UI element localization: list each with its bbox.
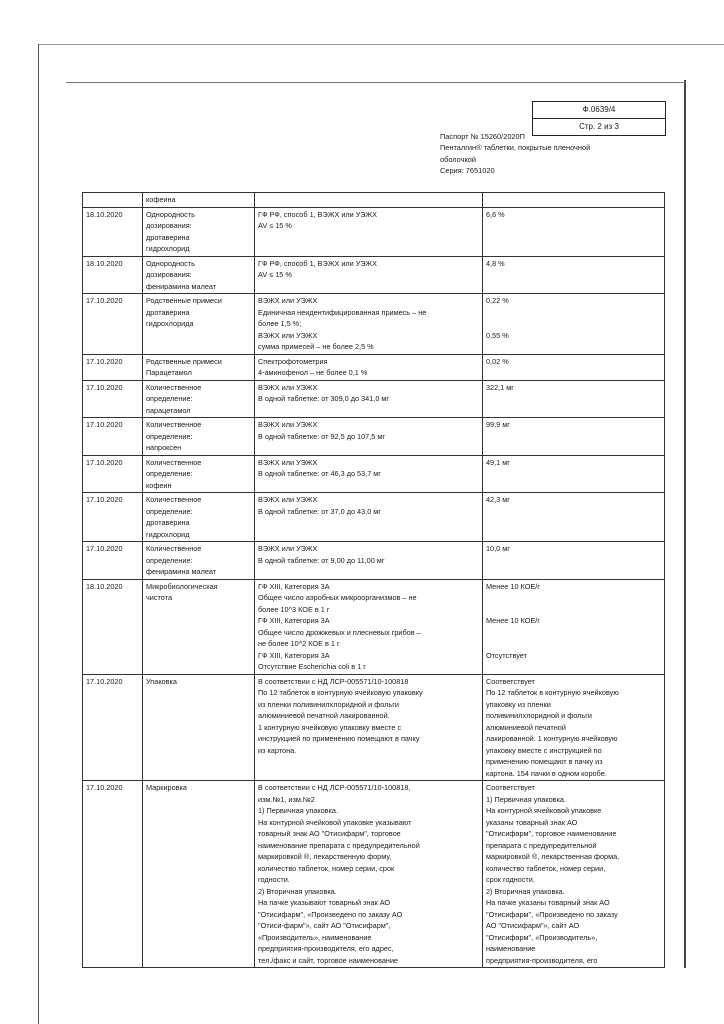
test-name-line: определение: bbox=[146, 506, 193, 516]
result-line: Менее 10 КОЕ/г bbox=[486, 616, 540, 625]
result-line: картона. 154 пачки в одном коробе. bbox=[486, 768, 607, 778]
requirement-line: тел./факс и сайт, торговое наименование bbox=[258, 955, 399, 965]
test-name-line: Количественное bbox=[146, 457, 202, 467]
result-line: поливинилхлоридной и фольги bbox=[486, 711, 592, 720]
result-line: "Отисифарм", «Произведено по заказу bbox=[486, 909, 618, 919]
row-date: 17.10.2020 bbox=[86, 495, 123, 504]
date-cell bbox=[83, 193, 143, 208]
requirement-line: На контурной ячейковой упаковке указывают bbox=[258, 817, 412, 827]
requirement-line: ВЭЖХ или УЭЖХ bbox=[258, 544, 318, 553]
batch-number: Серия: 7651020 bbox=[440, 165, 495, 175]
test-name-line: дозирования: bbox=[146, 221, 192, 230]
requirement-line: годности. bbox=[258, 875, 290, 884]
test-name-line: Количественное bbox=[146, 420, 202, 429]
requirement-cell bbox=[255, 579, 483, 674]
requirement-line: ВЭЖХ или УЭЖХ bbox=[258, 330, 318, 340]
test-name-cell bbox=[143, 193, 255, 208]
date-cell bbox=[83, 455, 143, 493]
table-row bbox=[83, 455, 665, 493]
requirement-line: В соответствии с НД ЛСР-005571/10-100818, bbox=[258, 783, 411, 792]
result-line: 0,22 % bbox=[486, 296, 509, 305]
result-line: указаны товарный знак АО bbox=[486, 817, 578, 827]
test-name-line: Упаковка bbox=[146, 676, 177, 686]
test-name-cell bbox=[143, 294, 255, 355]
result-line: "Отисифарм", торговое наименование bbox=[486, 829, 617, 838]
requirement-line: ВЭЖХ или УЭЖХ bbox=[258, 382, 318, 392]
test-name-line: гидрохлорид bbox=[146, 244, 190, 253]
requirement-line: В одной таблетке: от 309,0 до 341,0 мг bbox=[258, 394, 390, 403]
test-name-line: кофеина bbox=[146, 195, 176, 204]
test-name-line: парацетамол bbox=[146, 405, 191, 415]
passport-block bbox=[440, 131, 640, 176]
result-line: 4,8 % bbox=[486, 258, 505, 268]
requirement-cell bbox=[255, 493, 483, 542]
requirement-line: В одной таблетке: от 46,3 до 53,7 мг bbox=[258, 469, 381, 478]
requirement-line: ГФ XIII, Категория 3А bbox=[258, 581, 330, 591]
test-name-cell bbox=[143, 579, 255, 674]
requirement-cell bbox=[255, 380, 483, 418]
table-row bbox=[83, 674, 665, 781]
requirement-line: сумма примесей – не более 2,5 % bbox=[258, 342, 374, 351]
result-cell bbox=[483, 256, 665, 294]
row-date: 17.10.2020 bbox=[86, 296, 123, 305]
result-line: По 12 таблеток в контурную ячейковую bbox=[486, 688, 619, 697]
result-cell bbox=[483, 493, 665, 542]
requirement-cell bbox=[255, 418, 483, 456]
result-line bbox=[486, 307, 661, 319]
requirement-line: товарный знак АО "Отисифарм", торговое bbox=[258, 829, 401, 838]
requirement-line: ГФ XIII, Категория 3А bbox=[258, 650, 330, 660]
requirement-line: изм.№1, изм.№2 bbox=[258, 794, 315, 804]
date-cell bbox=[83, 781, 143, 968]
result-line: наименование bbox=[486, 944, 536, 953]
test-name-line: гидрохлорид bbox=[146, 529, 190, 539]
row-date: 17.10.2020 bbox=[86, 382, 123, 392]
result-line: АО "Отисифарм"», сайт АО bbox=[486, 921, 580, 930]
requirement-line: Спектрофотометрия bbox=[258, 356, 328, 366]
form-code: Ф.0639/4 bbox=[533, 102, 665, 119]
requirement-line: Единичная неидентифицированная примесь – не bbox=[258, 307, 427, 317]
requirement-line: ГФ РФ, способ 1, ВЭЖХ или УЭЖХ bbox=[258, 258, 378, 268]
result-cell bbox=[483, 207, 665, 256]
test-name-line: Парацетамол bbox=[146, 368, 192, 377]
test-name-cell bbox=[143, 455, 255, 493]
date-cell bbox=[83, 674, 143, 781]
requirement-line: В одной таблетке: от 9,00 до 11,00 мг bbox=[258, 555, 385, 565]
result-line: 6,6 % bbox=[486, 209, 505, 219]
requirement-line: из картона. bbox=[258, 745, 297, 755]
passport-number: Паспорт № 15260/2020П bbox=[440, 132, 525, 141]
result-line bbox=[486, 592, 661, 604]
result-line: "Отисифарм", «Производитель», bbox=[486, 932, 598, 942]
table-row bbox=[83, 493, 665, 542]
result-cell bbox=[483, 674, 665, 781]
requirement-cell bbox=[255, 781, 483, 968]
requirement-line: алюминиевой печатной лакированной. bbox=[258, 711, 390, 720]
requirement-cell bbox=[255, 294, 483, 355]
row-date: 18.10.2020 bbox=[86, 209, 123, 219]
result-line: предприятия-производителя, его bbox=[486, 955, 598, 965]
requirement-line: более 1,5 %; bbox=[258, 319, 302, 328]
row-date: 17.10.2020 bbox=[86, 544, 123, 553]
requirement-line: AV ≤ 15 % bbox=[258, 270, 292, 279]
table-row bbox=[83, 207, 665, 256]
test-name-line: Однородность bbox=[146, 209, 195, 219]
test-name-cell bbox=[143, 207, 255, 256]
result-cell bbox=[483, 781, 665, 968]
test-name-line: определение: bbox=[146, 555, 193, 565]
test-name-line: дротаверина bbox=[146, 307, 190, 317]
requirement-line: "Отисифарм", «Произведено по заказу АО bbox=[258, 909, 403, 919]
test-name-cell bbox=[143, 674, 255, 781]
date-cell bbox=[83, 579, 143, 674]
date-cell bbox=[83, 418, 143, 456]
result-line: алюминиевой печатной bbox=[486, 722, 566, 732]
requirement-line: Общее число дрожжевых и плесневых грибов – bbox=[258, 627, 421, 637]
test-name-cell bbox=[143, 354, 255, 380]
test-results-table bbox=[82, 192, 665, 968]
test-name-cell bbox=[143, 256, 255, 294]
table-row bbox=[83, 542, 665, 580]
test-name-line: Родственные примеси bbox=[146, 356, 222, 366]
test-name-line: определение: bbox=[146, 394, 193, 403]
row-date: 17.10.2020 bbox=[86, 676, 123, 686]
table-row bbox=[83, 579, 665, 674]
requirement-line: В одной таблетке: от 37,0 до 43,0 мг bbox=[258, 506, 381, 516]
requirement-line: более 10^3 КОЕ в 1 г bbox=[258, 604, 330, 614]
result-cell bbox=[483, 354, 665, 380]
result-line: На контурной ячейковой упаковке bbox=[486, 806, 602, 815]
date-cell bbox=[83, 294, 143, 355]
requirement-line: "Отиси-фарм"», сайт АО "Отисифарм", bbox=[258, 921, 391, 930]
test-name-line: дротаверина bbox=[146, 232, 190, 242]
page-edge-left bbox=[38, 44, 39, 1024]
requirement-line: из пленки поливинилхлоридной и фольги bbox=[258, 699, 399, 709]
test-name-line: фенирамина малеат bbox=[146, 567, 217, 576]
result-line bbox=[486, 638, 661, 650]
result-line: На пачке указаны товарный знак АО bbox=[486, 898, 610, 907]
requirement-line: ВЭЖХ или УЭЖХ bbox=[258, 420, 318, 429]
requirement-line: 1) Первичная упаковка. bbox=[258, 806, 339, 815]
requirement-line: В соответствии с НД ЛСР-005571/10-100818 bbox=[258, 676, 409, 686]
test-name-cell bbox=[143, 418, 255, 456]
product-name: Пенталгин® таблетки, покрытые пленочной bbox=[440, 143, 591, 153]
row-date: 18.10.2020 bbox=[86, 581, 123, 591]
requirement-cell bbox=[255, 207, 483, 256]
row-date: 17.10.2020 bbox=[86, 783, 123, 792]
result-line: 1) Первичная упаковка. bbox=[486, 794, 567, 804]
date-cell bbox=[83, 380, 143, 418]
result-line: лакированной. 1 контурную ячейковую bbox=[486, 734, 618, 743]
date-cell bbox=[83, 354, 143, 380]
result-line: Соответствует bbox=[486, 676, 535, 686]
requirement-line: ВЭЖХ или УЭЖХ bbox=[258, 495, 318, 504]
result-line: 322,1 мг bbox=[486, 382, 514, 392]
requirement-cell bbox=[255, 256, 483, 294]
date-cell bbox=[83, 256, 143, 294]
result-line: 42,3 мг bbox=[486, 495, 510, 504]
result-cell bbox=[483, 294, 665, 355]
requirement-line: маркировкой ®, лекарственную форму, bbox=[258, 852, 392, 861]
test-name-line: дротаверина bbox=[146, 518, 190, 527]
result-line: применению помещают в пачку из bbox=[486, 757, 603, 766]
table-row bbox=[83, 294, 665, 355]
result-line: Менее 10 КОЕ/г bbox=[486, 581, 540, 591]
result-line: 49,1 мг bbox=[486, 457, 510, 467]
result-line: 0,55 % bbox=[486, 330, 509, 340]
product-form: оболочкой bbox=[440, 154, 477, 164]
result-cell bbox=[483, 380, 665, 418]
requirement-cell bbox=[255, 193, 483, 208]
result-line bbox=[486, 318, 661, 330]
test-name-line: Количественное bbox=[146, 544, 202, 553]
table-row bbox=[83, 781, 665, 968]
row-date: 18.10.2020 bbox=[86, 258, 123, 268]
header-rule bbox=[66, 82, 686, 83]
row-date: 17.10.2020 bbox=[86, 420, 123, 429]
requirement-line: Отсутствие Escherichia coli в 1 г bbox=[258, 662, 366, 671]
requirement-cell bbox=[255, 674, 483, 781]
result-cell bbox=[483, 193, 665, 208]
test-name-line: определение: bbox=[146, 469, 193, 478]
result-cell bbox=[483, 579, 665, 674]
requirement-cell bbox=[255, 542, 483, 580]
table-row bbox=[83, 256, 665, 294]
requirement-line: ВЭЖХ или УЭЖХ bbox=[258, 296, 318, 305]
requirement-line: предприятия-производителя, его адрес, bbox=[258, 944, 394, 953]
test-name-cell bbox=[143, 380, 255, 418]
result-line: 2) Вторичная упаковка. bbox=[486, 886, 565, 896]
requirement-line: ГФ РФ, способ 1, ВЭЖХ или УЭЖХ bbox=[258, 209, 378, 219]
row-date: 17.10.2020 bbox=[86, 457, 123, 467]
table-row bbox=[83, 354, 665, 380]
test-name-line: кофеин bbox=[146, 480, 172, 490]
requirement-line: количество таблеток, номер серии, срок bbox=[258, 863, 395, 873]
result-line: количество таблеток, номер серии, bbox=[486, 863, 606, 873]
result-cell bbox=[483, 542, 665, 580]
test-name-cell bbox=[143, 542, 255, 580]
test-name-line: дозирования: bbox=[146, 270, 192, 279]
result-line: 10,0 мг bbox=[486, 544, 510, 553]
result-line: срок годности. bbox=[486, 875, 535, 884]
test-name-line: Количественное bbox=[146, 495, 202, 504]
page-edge-top bbox=[38, 44, 724, 45]
test-name-line: определение: bbox=[146, 431, 193, 441]
requirement-line: не более 10^2 КОЕ в 1 г bbox=[258, 639, 340, 648]
result-line bbox=[486, 627, 661, 639]
date-cell bbox=[83, 493, 143, 542]
test-name-line: Количественное bbox=[146, 382, 202, 392]
test-name-line: гидрохлорида bbox=[146, 319, 194, 328]
requirement-line: «Производитель», наименование bbox=[258, 932, 372, 942]
requirement-line: По 12 таблеток в контурную ячейковую упаковку bbox=[258, 688, 423, 697]
page-edge-right bbox=[684, 80, 686, 968]
date-cell bbox=[83, 207, 143, 256]
requirement-line: ГФ XIII, Категория 3А bbox=[258, 616, 330, 625]
test-name-cell bbox=[143, 781, 255, 968]
result-line bbox=[486, 604, 661, 616]
result-line: Соответствует bbox=[486, 783, 535, 792]
requirement-line: AV ≤ 15 % bbox=[258, 221, 292, 230]
test-name-line: напроксен bbox=[146, 443, 182, 452]
requirement-line: 2) Вторичная упаковка. bbox=[258, 886, 337, 896]
test-name-line: Родственные примеси bbox=[146, 296, 222, 305]
page-info: Стр. 2 из 3 bbox=[579, 122, 619, 131]
requirement-line: В одной таблетке: от 92,5 до 107,5 мг bbox=[258, 431, 386, 441]
requirement-line: наименование препарата с предупредительной bbox=[258, 840, 420, 850]
requirement-line: Общее число аэробных микроорганизмов – не bbox=[258, 593, 417, 602]
test-name-line: чистота bbox=[146, 593, 173, 602]
table-row bbox=[83, 380, 665, 418]
requirement-line: На пачке указывают товарный знак АО bbox=[258, 898, 391, 907]
result-line: маркировкой ®, лекарственная форма, bbox=[486, 852, 620, 861]
requirement-line: инструкцией по применению помещают в пачку bbox=[258, 734, 420, 743]
result-line: препарата с предупредительной bbox=[486, 840, 597, 850]
test-name-cell bbox=[143, 493, 255, 542]
result-line: упаковку вместе с инструкцией по bbox=[486, 745, 602, 755]
test-name-line: Микробиологическая bbox=[146, 581, 218, 591]
test-name-line: Однородность bbox=[146, 258, 195, 268]
requirement-line: 1 контурную ячейковую упаковку вместе с bbox=[258, 722, 402, 732]
table-row bbox=[83, 418, 665, 456]
requirement-cell bbox=[255, 354, 483, 380]
result-cell bbox=[483, 455, 665, 493]
test-name-line: Маркировка bbox=[146, 783, 187, 792]
requirement-line: ВЭЖХ или УЭЖХ bbox=[258, 457, 318, 467]
result-line: Отсутствует bbox=[486, 650, 527, 660]
result-line: 99,9 мг bbox=[486, 420, 510, 429]
requirement-cell bbox=[255, 455, 483, 493]
result-cell bbox=[483, 418, 665, 456]
row-date: 17.10.2020 bbox=[86, 356, 123, 366]
table-row bbox=[83, 193, 665, 208]
test-name-line: фенирамина малеат bbox=[146, 281, 217, 291]
result-line: 0,02 % bbox=[486, 356, 509, 366]
requirement-line: 4-аминофенол – не более 0,1 % bbox=[258, 368, 368, 377]
result-line: упаковку из пленки bbox=[486, 699, 551, 709]
date-cell bbox=[83, 542, 143, 580]
